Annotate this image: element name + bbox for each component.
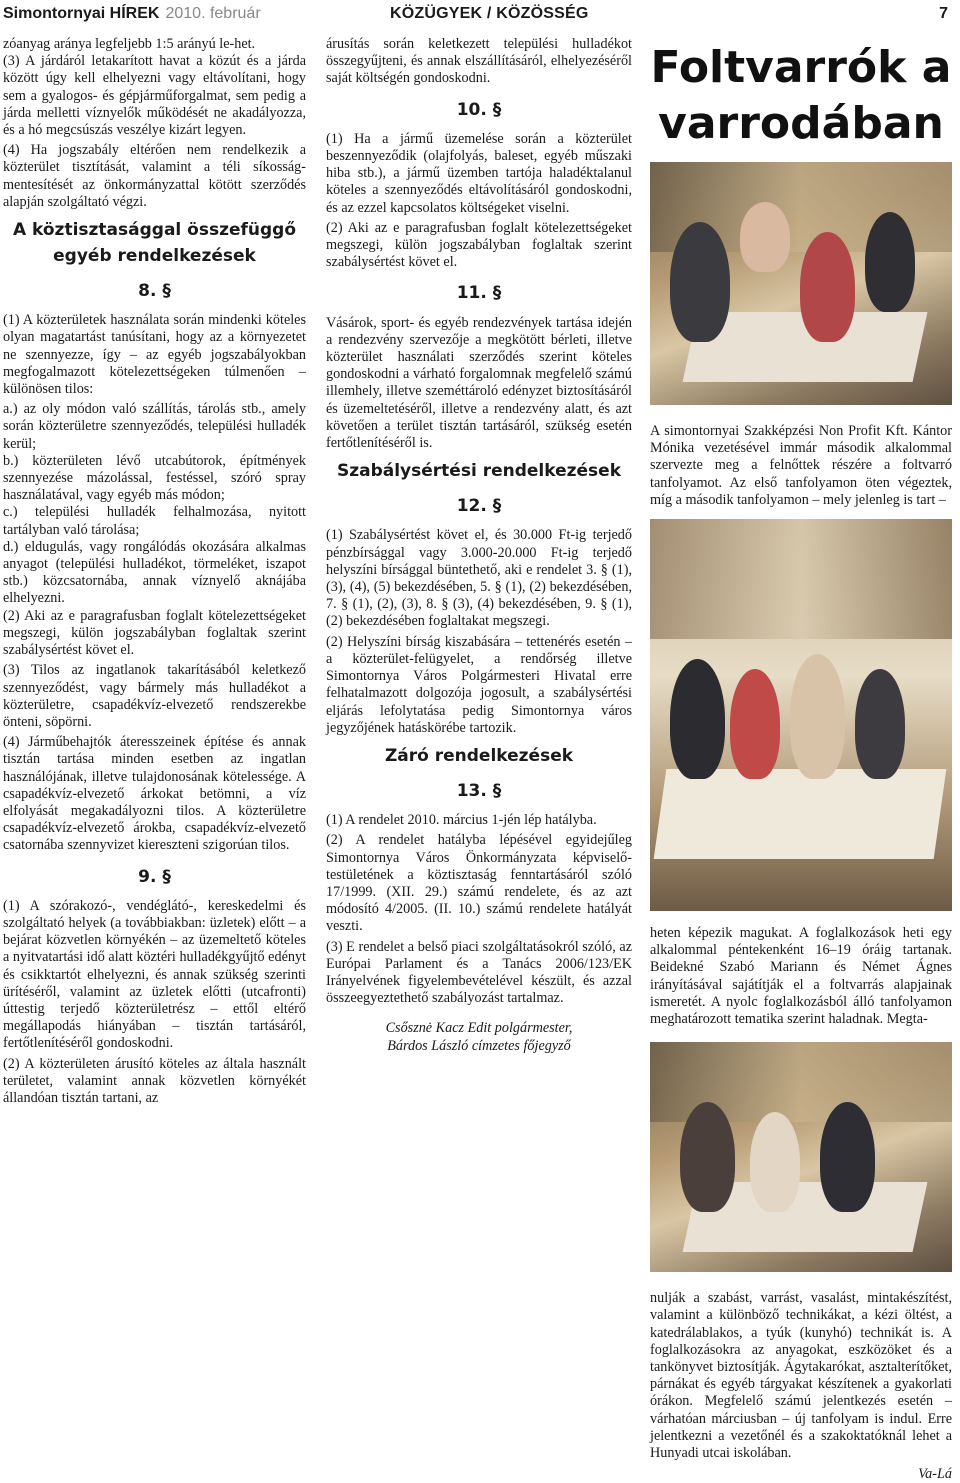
page-number: 7 (939, 5, 948, 22)
paragraph-number: 10. § (456, 99, 502, 120)
column-left (3, 36, 306, 1110)
paragraph: árusítás során keletkezett települési hulladékot összegyűjteni, és annak elszállításáról, elhelyezéséről saját költségén gondoskodni. (326, 36, 632, 87)
paragraph: (4) Ha jogszabály eltérően nem rendelkezik a közterület tisztítását, valamint a téli síkosság-mentesítését az önkormányzattal kötött szerződés alapján szolgáltató végzi. (3, 142, 306, 210)
paragraph-number: 12. § (456, 496, 502, 517)
publication-name (3, 5, 261, 23)
author-byline: Va-Lá (918, 1466, 952, 1483)
section-heading: Záró rendelkezések (384, 745, 574, 766)
column-middle (326, 36, 632, 1055)
paragraph: d.) eldugulás, vagy rongálódás okozására alkalmas anyagot (települési hulladékot, törmeléket, iszapot stb.) közcsatornába, annak víznyelő aknájába elhelyezni. (3, 538, 306, 607)
paragraph: (1) A szórakozó-, vendéglátó-, kereskedelmi és szolgáltató helyek (a továbbiakban: üzletek) előtt – a bejárat közvetlen környékén – az üzemeltető köteles a nyitvatartási idő alatt köztéri hulladékgyűjtő edényt és csikktartót elhelyezni, és annak szükség szerinti ürítéséről, valamint az üzletek előtti (utcafronti) úttestig terjedő közterületrész – ettől eltérő megállapodás hiányában – tisztán tartásáról, fertőtlenítéséről gondoskodni. (3, 897, 306, 1052)
paragraph: (3) E rendelet a belső piaci szolgáltatásokról szóló, az Európai Parlament és a Tanács 2006/123/EK Irányelvének figyelembevételével készült, és azzal összeegyeztethető szabályozást tartalmaz. (326, 938, 632, 1007)
paragraph: a.) az oly módon való szállítás, tárolás stb., amely során közterületre szennyeződés, települési hulladék kerül; (3, 401, 306, 452)
paragraph-number: 9. § (138, 866, 171, 887)
paragraph: (3) A járdáról letakarított havat a közút és a járda között úgy kell elhelyezni vagy eltávolítani, hogy sem a gyalogos- és gépjárműforgalmat, sem pedig a járda melletti víznyelők működését ne akadályozza, és a hó megcsúszás veszélye kizárt legyen. (3, 53, 306, 139)
section-heading: A köztisztasággal összefüggő egyéb rendelkezések (12, 220, 297, 267)
publication-title: Simontornyai HÍREK (3, 5, 160, 22)
workshop-photo (650, 519, 952, 911)
issue-date: 2010. február (165, 5, 261, 22)
paragraph: (2) Aki az e paragrafusban foglalt kötelezettségeket megszegi, külön jogszabályban foglaltak szerint szabálysértést követ el. (3, 607, 306, 659)
paragraph: (2) A közterületen árusító köteles az általa használt területet, valamint annak közvetlen környékét állandóan tisztán tartani, az (3, 1055, 306, 1106)
article-headline: Foltvarrók a varrodában (650, 42, 952, 149)
paragraph-number: 8. § (138, 281, 171, 302)
class-group-photo (650, 1042, 952, 1272)
paragraph: c.) települési hulladék felhalmozása, nyitott tartályban való tárolása; (3, 504, 306, 538)
paragraph-number: 11. § (456, 283, 502, 304)
paragraph: (2) Helyszíni bírság kiszabására – tettenérés esetén – a közterület-felügyelet, a rendőrség illetve Simontornya Város Polgármesteri Hivatal erre felhatalmazott dolgozója jogosult, a szabálysértési eljárás lefolytatása pedig Simontornya város jegyzőjének hatáskörébe tartozik. (326, 633, 632, 736)
section-title: KÖZÜGYEK / KÖZÖSSÉG (390, 5, 589, 22)
paragraph: heten képezik magukat. A foglalkozások heti egy alkalommal péntekenként 16–19 óráig tartanak. Beidekné Szabó Mariann és Német Ágnes irányításával sajátítják el a foltvarrás alapjainak ismeretét. A nyolc foglalkozásból álló tanfolyamon meghatározott tematika szerint haladnak. Megta- (650, 925, 952, 1028)
paragraph: nulják a szabást, varrást, vasalást, mintakészítést, valamint a különböző technikákat, a kézi öltést, a katedrálablakos, a tyúk (kunyhó) technikát is. A foglalkozásokra az anyagokat, eszközöket és a tankönyvet biztosítják. Ágytakarókat, asztalterítőket, párnákat és egyéb tárgyakat készítenek a gyakorlati órákon. Megfelelő számú jelentkezés esetén – várhatóan márciusban – új tanfolyam is indul. Erre jelentkezni a vezetőnél és a szakoktatóknál lehet a Hunyadi utcai iskolában. (650, 1290, 952, 1462)
paragraph: (3) Tilos az ingatlanok takarításából keletkező szennyeződést, vagy bármely más hulladékot a közterületre, csapadékvíz-elvezető rendszerekbe önteni, söpörni. (3, 662, 306, 730)
paragraph: (1) Ha a jármű üzemelése során a közterület beszennyeződik (olajfolyás, baleset, egyéb műszaki hiba stb.), a jármű üzemben tartója haladéktalanul köteles a szennyeződés eltávolításáról gondoskodni, és az ezzel kapcsolatos költségeket viselni. (326, 130, 632, 216)
paragraph: b.) közterületen lévő utcabútorok, építmények szennyezése mázolással, festéssel, szóró spray használatával, vagy egyéb más módon; (3, 452, 306, 504)
signature-block (326, 1019, 632, 1055)
paragraph: (1) A rendelet 2010. március 1-jén lép hatályba. (326, 812, 597, 829)
paragraph: (1) A közterületek használata során mindenki köteles olyan magatartást tanúsítani, hogy az a környezetet ne szennyezze, így – az egyéb jogszabályokban megfogalmazott kötelezettségeken túlmenően – különösen tilos: (3, 312, 306, 398)
signature-clerk: Bárdos László címzetes főjegyző (387, 1038, 571, 1055)
signature-mayor: Csősznė Kacz Edit polgármester, (385, 1020, 573, 1037)
section-heading: Szabálysértési rendelkezések (336, 461, 621, 482)
paragraph: (2) Aki az e paragrafusban foglalt kötelezettségeket megszegi, külön jogszabályban foglaltak szerint szabálysértést követ el. (326, 219, 632, 271)
paragraph: zóanyag aránya legfeljebb 1:5 arányú le-het. (3, 36, 256, 52)
paragraph: Vásárok, sport- és egyéb rendezvények tartása idején a rendezvény szervezője a megkötött bérleti, illetve közterület használati szerződés szerint köteles gondoskodni a várható forgalomnak megfelelő számú illemhely, illetve szeméttároló edényzet biztosításáról és üzemeltetéséről, illetve a rendezvény alatt, és azt követően a terület tisztán tartásáról, szükség esetén fertőtlenítéséről is. (326, 314, 632, 452)
page-header (0, 0, 960, 30)
paragraph-number: 13. § (456, 780, 502, 801)
paragraph: (1) Szabálysértést követ el, és 30.000 Ft-ig terjedő pénzbírsággal vagy 3.000-20.000 Ft-ig terjedő helyszíni bírsággal büntethető, aki e rendelet 3. § (1), (3), (4), (5) bekezdésében, 5. § (1), (2) bekezdésében, 7. § (1), (2), (3), 8. § (3), (4) bekezdésében, 9. § (1), (2) bekezdésében foglaltakat megszegi. (326, 527, 632, 630)
column-right (650, 36, 952, 1483)
paragraph: (4) Járműbehajtók áteresszeinek építése és annak tisztán tartása minden esetben az ingatlan használójának, illetve tulajdonosának kötelessége. A csapadékvíz-elvezető árkokat betömni, a víz elfolyását megakadályozni tilos. A közterületre csapadékvíz-elvezető árokba, csapadékvíz-elvezető csatornába szennyvizet kiereszteni szigorúan tilos. (3, 734, 306, 854)
paragraph: (2) A rendelet hatályba lépésével egyidejűleg Simontornya Város Önkormányzata képviselő-testületének a köztisztaság fenntartásáról szóló 17/1999. (XII. 29.) számú rendelete, és az azt módosító 4/2005. (II. 10.) számú rendelete hatályát veszti. (326, 832, 632, 935)
paragraph: A simontornyai Szakképzési Non Profit Kft. Kántor Mónika vezetésével immár második alkalommal szervezte meg a felnőttek részére a foltvarró tanfolyamot. Az első tanfolyamon öten végeztek, míg a második tanfolyamon – mely jelenleg is tart – (650, 423, 952, 508)
sewing-class-photo (650, 162, 952, 405)
